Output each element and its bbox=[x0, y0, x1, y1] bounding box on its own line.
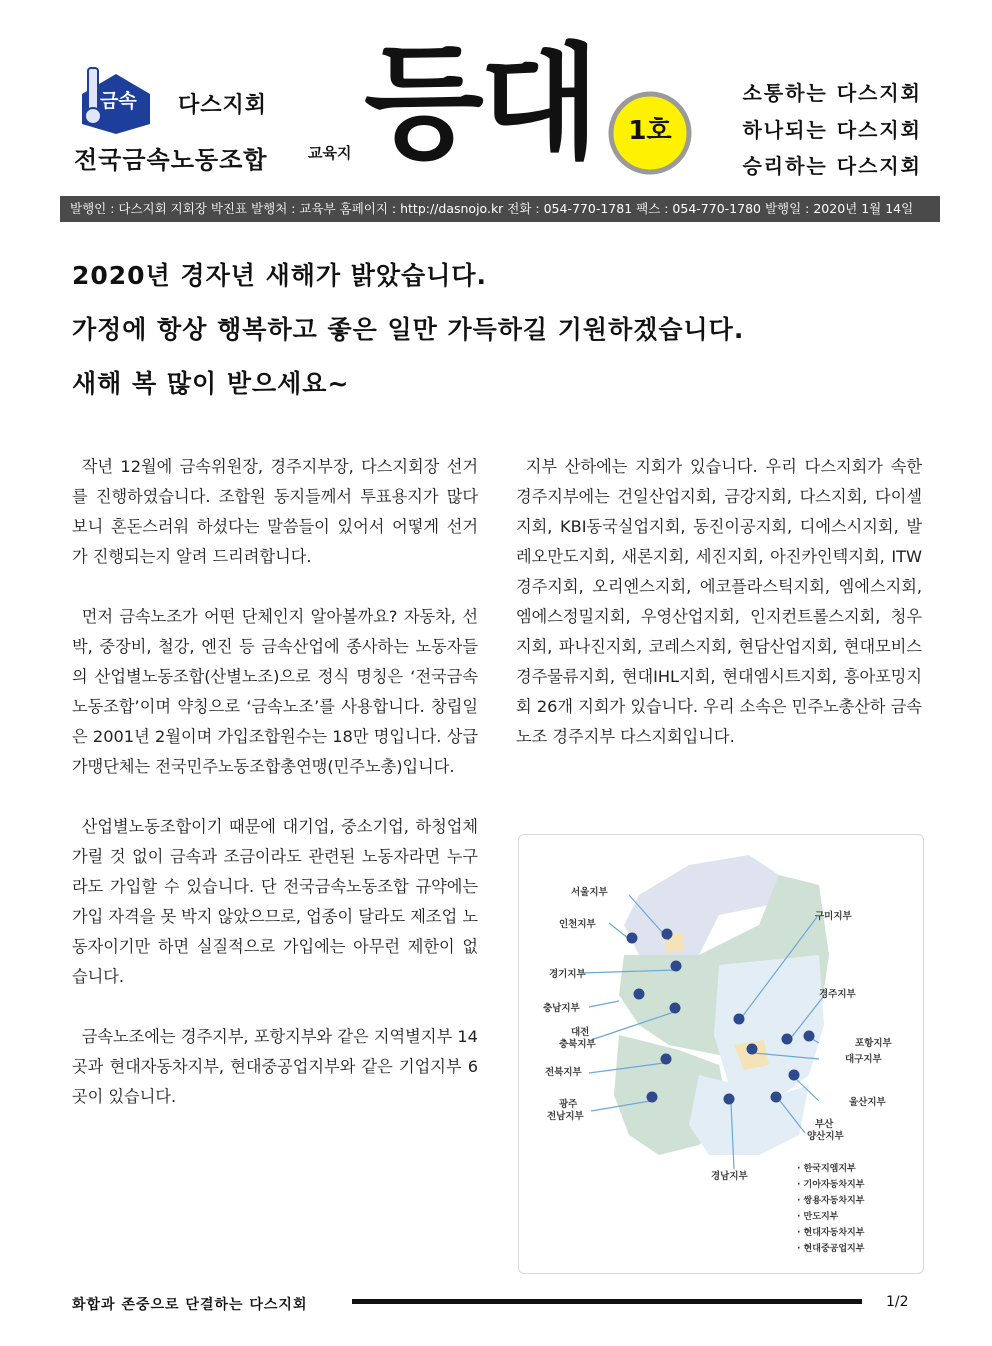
footer-slogan: 화합과 존중으로 단결하는 다스지회 bbox=[72, 1297, 308, 1313]
region-label: 인천지부 bbox=[559, 919, 596, 930]
org-big-name: 전국금속노동조합 bbox=[74, 146, 268, 174]
region-label: 포항지부 bbox=[855, 1038, 892, 1049]
region-label: 경기지부 bbox=[549, 969, 586, 980]
region-label: 전남지부 bbox=[547, 1111, 584, 1122]
corporate-branch-item: · 현대중공업지부 bbox=[797, 1244, 865, 1254]
org-small-name: 다스지회 bbox=[178, 93, 268, 118]
right-column bbox=[516, 452, 922, 782]
region-label: 양산지부 bbox=[807, 1131, 844, 1142]
corporate-branch-item: · 쌍용자동차지부 bbox=[797, 1196, 865, 1206]
left-column bbox=[72, 452, 478, 1142]
masthead-title: 등대 bbox=[364, 32, 596, 176]
region-label: 경주지부 bbox=[819, 989, 856, 1000]
region-label: 전북지부 bbox=[545, 1067, 582, 1078]
corporate-branch-item: · 한국지엠지부 bbox=[797, 1164, 856, 1174]
headline-line: 가정에 항상 행복하고 좋은 일만 가득하길 기원하겠습니다. bbox=[72, 315, 745, 344]
motto-line: 하나되는 다스지회 bbox=[742, 118, 922, 142]
corporate-branch-item: · 기아자동차지부 bbox=[797, 1180, 865, 1190]
footer-divider bbox=[352, 1299, 862, 1304]
branch-map-figure bbox=[518, 834, 924, 1274]
region-label: 충남지부 bbox=[543, 1003, 580, 1014]
region-label: 광주 bbox=[559, 1099, 578, 1110]
headline-line: 새해 복 많이 받으세요~ bbox=[72, 369, 350, 398]
paragraph: 금속노조에는 경주지부, 포항지부와 같은 지역별지부 14곳과 현대자동차지부, 현대중공업지부와 같은 기업지부 6곳이 있습니다. bbox=[72, 1027, 478, 1106]
newsletter-type: 교육지 bbox=[308, 144, 352, 162]
logo-text: 금속 bbox=[100, 90, 137, 112]
paragraph: 작년 12월에 금속위원장, 경주지부장, 다스지회장 선거를 진행하였습니다. 조합원 동지들께서 투표용지가 많다보니 혼돈스러워 하셨다는 말씀들이 있어서 어떻게 선거가 진행되는지 알려 드리려합니다. bbox=[72, 457, 478, 566]
headline-line: 2020년 경자년 새해가 밝았습니다. bbox=[72, 261, 487, 290]
region-label: 부산 bbox=[815, 1119, 834, 1130]
region-label: 충북지부 bbox=[559, 1039, 596, 1050]
region-label: 대구지부 bbox=[845, 1054, 882, 1065]
region-label: 서울지부 bbox=[571, 887, 608, 898]
corporate-branch-item: · 현대자동차지부 bbox=[797, 1228, 865, 1238]
paragraph: 산업별노동조합이기 때문에 대기업, 중소기업, 하청업체 가릴 것 없이 금속과 조금이라도 관련된 노동자라면 누구라도 가입할 수 있습니다. 단 전국금속노동조합 규약에는 가입 자격을 못 박지 않았으므로, 업종이 달라도 제조업 노동자이기만 하면 실질적으로 가입에는 아무런 제한이 없습니다. bbox=[72, 817, 478, 986]
region-label: 경남지부 bbox=[711, 1171, 748, 1182]
region-label: 구미지부 bbox=[815, 911, 852, 922]
motto-line: 소통하는 다스지회 bbox=[742, 81, 922, 105]
issue-number: 1호 bbox=[628, 116, 672, 146]
page-number: 1/2 bbox=[886, 1294, 909, 1310]
motto-line: 승리하는 다스지회 bbox=[742, 154, 922, 178]
region-label: 울산지부 bbox=[849, 1097, 886, 1108]
region-label: 대전 bbox=[571, 1027, 590, 1038]
corporate-branch-item: · 만도지부 bbox=[797, 1212, 839, 1222]
paragraph: 지부 산하에는 지회가 있습니다. 우리 다스지회가 속한 경주지부에는 건일산업지회, 금강지회, 다스지회, 다이셀지회, KBI동국실업지회, 동진이공지회, 디에스시지회, 발레오만도지회, 새론지회, 세진지회, 아진카인텍지회, ITW경주지회, 오리엔스지회, 에코플라스틱지회, 엠에스지회, 엠에스정밀지회, 우영산업지회, 인지컨트롤스지회, 청우지회, 파나진지회, 코레스지회, 현담산업지회, 현대모비스경주물류지회, 현대IHL지회, 현대엠시트지회, 흥아포밍지회 26개 지회가 있습니다. 우리 소속은 민주노총산하 금속노조 경주지부 다스지회입니다. bbox=[516, 457, 922, 746]
map-land-east bbox=[714, 955, 824, 1105]
korea-branch-map bbox=[519, 835, 923, 1273]
paragraph: 먼저 금속노조가 어떤 단체인지 알아볼까요? 자동차, 선박, 중장비, 철강, 엔진 등 금속산업에 종사하는 노동자들의 산업별노동조합(산별노조)으로 정식 명칭은 ‘전국금속노동조합’이며 약칭으로 ‘금속노조’를 사용합니다. 창립일은 2001년 2월이며 가입조합원수는 18만 명입니다. 상급가맹단체는 전국민주노동조합총연맹(민주노총)입니다. bbox=[72, 607, 478, 776]
publication-info-bar: 발행인 : 다스지회 지회장 박진표 발행처 : 교육부 홈페이지 : http://dasnojo.kr 전화 : 054-770-1781 팩스 : 054-770-1780 발행일 : 2020년 1월 14일 bbox=[60, 196, 940, 222]
